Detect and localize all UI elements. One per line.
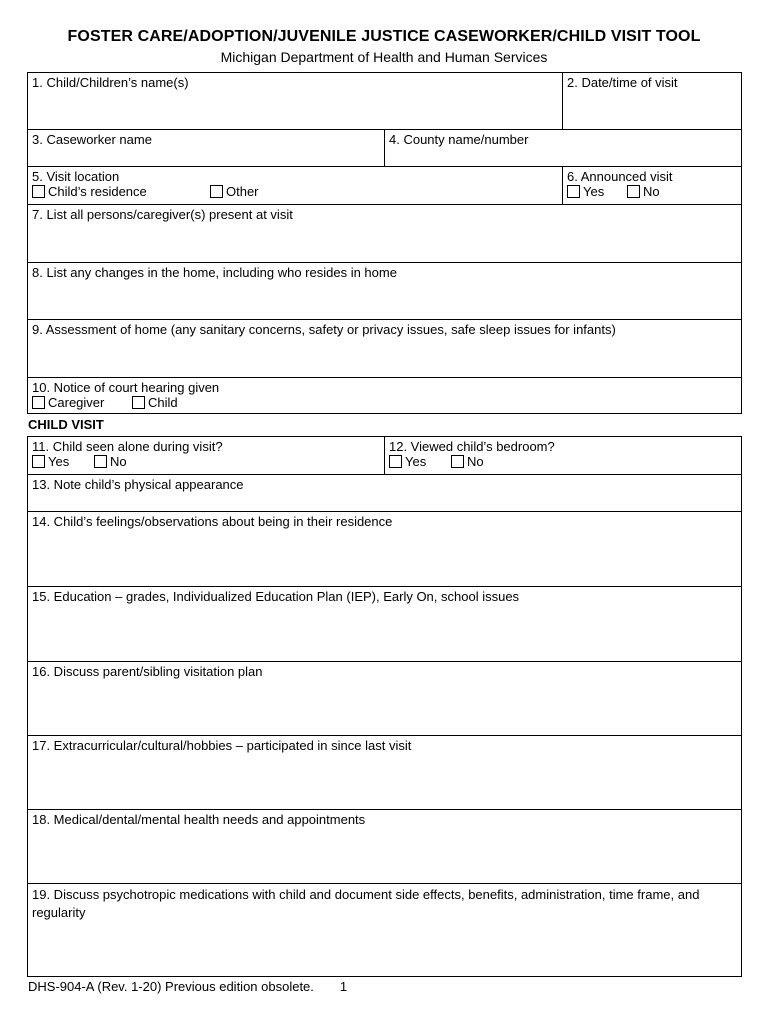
form-id: DHS-904-A (Rev. 1-20) Previous edition obsolete. xyxy=(28,979,314,994)
field-label: 2. Date/time of visit xyxy=(567,75,678,90)
field-court-notice xyxy=(27,377,742,414)
field-label: 16. Discuss parent/sibling visitation plan xyxy=(32,664,263,679)
form-footer xyxy=(28,979,347,994)
field-announced-visit xyxy=(562,166,742,205)
field-label: 19. Discuss psychotropic medications with child and document side effects, benefits, administration, time frame, and regularity xyxy=(32,887,700,920)
option-label: Yes xyxy=(405,454,427,469)
field-label: 15. Education – grades, Individualized Education Plan (IEP), Early On, school issues xyxy=(32,589,520,604)
field-viewed-bedroom xyxy=(384,436,742,475)
checkbox-caregiver[interactable] xyxy=(32,396,45,409)
field-label: 6. Announced visit xyxy=(567,169,673,184)
page-number: 1 xyxy=(339,979,348,994)
field-medical-needs[interactable] xyxy=(27,809,742,884)
field-label: 9. Assessment of home (any sanitary concerns, safety or privacy issues, safe sleep issues for infants) xyxy=(32,322,616,337)
field-label: 14. Child’s feelings/observations about being in their residence xyxy=(32,514,393,529)
field-label: 5. Visit location xyxy=(32,169,120,184)
checkbox-other-location[interactable] xyxy=(210,185,223,198)
option-label: No xyxy=(110,454,127,469)
field-label: 17. Extracurricular/cultural/hobbies – participated in since last visit xyxy=(32,738,412,753)
option-label: No xyxy=(643,184,660,199)
field-label: 18. Medical/dental/mental health needs and appointments xyxy=(32,812,366,827)
option-label: No xyxy=(467,454,484,469)
field-label: 13. Note child’s physical appearance xyxy=(32,477,244,492)
checkbox-childs-residence[interactable] xyxy=(32,185,45,198)
option-label: Other xyxy=(226,184,259,199)
option-label: Child xyxy=(148,395,178,410)
field-home-assessment[interactable] xyxy=(27,319,742,378)
option-label: Yes xyxy=(583,184,605,199)
checkbox-seen-alone-no[interactable] xyxy=(94,455,107,468)
checkbox-announced-yes[interactable] xyxy=(567,185,580,198)
field-education[interactable] xyxy=(27,586,742,662)
field-label: 1. Child/Children’s name(s) xyxy=(32,75,189,90)
checkbox-announced-no[interactable] xyxy=(627,185,640,198)
field-county[interactable] xyxy=(384,129,742,167)
field-label: 12. Viewed child’s bedroom? xyxy=(389,439,555,454)
field-label: 11. Child seen alone during visit? xyxy=(32,439,223,454)
form-subtitle: Michigan Department of Health and Human Services xyxy=(220,49,548,65)
field-label: 4. County name/number xyxy=(389,132,529,147)
field-child-feelings[interactable] xyxy=(27,511,742,587)
form-title: FOSTER CARE/ADOPTION/JUVENILE JUSTICE CASEWORKER/CHILD VISIT TOOL xyxy=(67,28,701,45)
field-extracurricular[interactable] xyxy=(27,735,742,810)
checkbox-child[interactable] xyxy=(132,396,145,409)
option-label: Caregiver xyxy=(48,395,105,410)
field-child-names[interactable] xyxy=(27,72,563,130)
checkbox-bedroom-no[interactable] xyxy=(451,455,464,468)
field-date-time[interactable] xyxy=(562,72,742,130)
field-label: 7. List all persons/caregiver(s) present at visit xyxy=(32,207,293,222)
field-visit-location xyxy=(27,166,563,205)
field-label: 10. Notice of court hearing given xyxy=(32,380,220,395)
checkbox-bedroom-yes[interactable] xyxy=(389,455,402,468)
field-persons-present[interactable] xyxy=(27,204,742,263)
option-label: Yes xyxy=(48,454,70,469)
field-physical-appearance[interactable] xyxy=(27,474,742,512)
field-label: 8. List any changes in the home, including who resides in home xyxy=(32,265,397,280)
field-home-changes[interactable] xyxy=(27,262,742,320)
section-heading-child-visit: CHILD VISIT xyxy=(28,417,104,432)
field-psychotropic-medications[interactable] xyxy=(27,883,742,977)
checkbox-seen-alone-yes[interactable] xyxy=(32,455,45,468)
field-caseworker-name[interactable] xyxy=(27,129,385,167)
field-label: 3. Caseworker name xyxy=(32,132,152,147)
field-child-seen-alone xyxy=(27,436,385,475)
field-visitation-plan[interactable] xyxy=(27,661,742,736)
option-label: Child’s residence xyxy=(48,184,147,199)
